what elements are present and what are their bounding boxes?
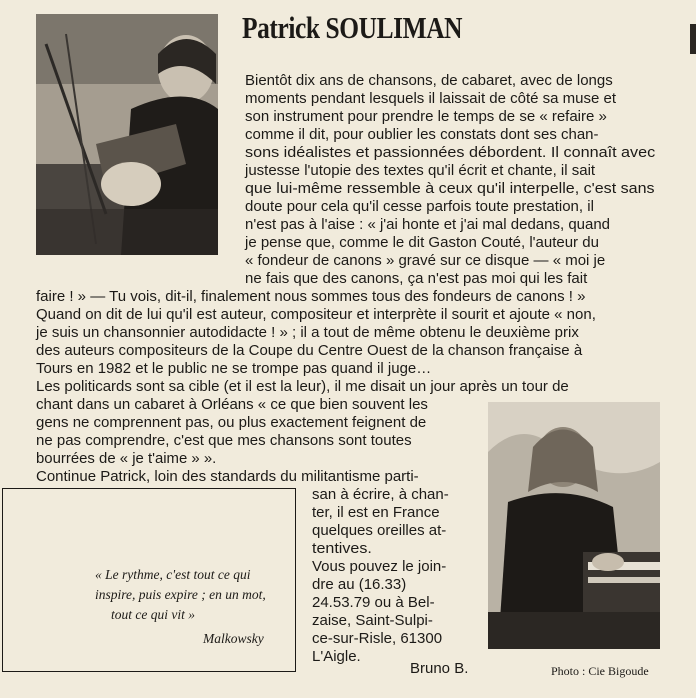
photo-credit: Photo : Cie Bigoude (551, 664, 649, 678)
article-signature: Bruno B. (410, 660, 469, 677)
article-line: des auteurs compositeurs de la Coupe du Centre Ouest de la chanson française à (36, 342, 583, 359)
article-line: bourrées de « je t'aime » ». (36, 450, 217, 467)
photo-keyboardist-image (488, 402, 660, 649)
quote-line: « Le rythme, c'est tout ce qui (95, 567, 251, 582)
quote-box (2, 488, 296, 672)
article-line: moments pendant lesquels il laissait de côté sa muse et (245, 90, 617, 107)
quote-author: Malkowsky (203, 631, 264, 646)
article-line: que lui-même ressemble à ceux qu'il interpelle, c'est sans (245, 180, 655, 197)
article-line: je suis un chansonnier autodidacte ! » ; il a tout de même obtenu le deuxième prix (36, 324, 579, 341)
article-line: Tours en 1982 et le public ne se trompe pas quand il juge… (36, 360, 432, 377)
article-line: ne pas comprendre, c'est que mes chansons sont toutes (36, 432, 412, 449)
article-line: zaise, Saint-Sulpi- (312, 612, 433, 629)
article-line: ne fais que des canons, ça n'est pas moi qui les fait (245, 270, 588, 287)
article-line: 24.53.79 ou à Bel- (312, 594, 435, 611)
article-line: doute pour cela qu'il cesse parfois toute prestation, il (245, 198, 594, 215)
article-line: san à écrire, à chan- (312, 486, 449, 503)
article-line: chant dans un cabaret à Orléans « ce que bien souvent les (36, 396, 428, 413)
article-line: Les politicards sont sa cible (et il est la leur), il me disait un jour après un tour de (36, 378, 569, 395)
article-line: Continue Patrick, loin des standards du militantisme parti- (36, 468, 419, 485)
article-line: L'Aigle. (312, 648, 361, 665)
article-line: ter, il est en France (312, 504, 440, 521)
quote-line: inspire, puis expire ; en un mot, (95, 587, 266, 602)
article-line: Bientôt dix ans de chansons, de cabaret, avec de longs (245, 72, 613, 89)
article-title: Patrick SOULIMAN (242, 10, 463, 45)
page-edge-mark (690, 24, 696, 54)
article-line: n'est pas à l'aise : « j'ai honte et j'ai mal dedans, quand (245, 216, 611, 233)
article-line: comme il dit, pour oublier les constats dont ses chan- (245, 126, 599, 143)
article-line: « fondeur de canons » gravé sur ce disque — « moi je (245, 252, 606, 269)
article-line: gens ne comprennent pas, ou plus exactement feignent de (36, 414, 427, 431)
article-line: Vous pouvez le join- (312, 558, 447, 575)
photo-keyboardist (488, 402, 660, 649)
article-line: je pense que, comme le dit Gaston Couté, l'auteur du (245, 234, 599, 251)
article-line: tentives. (312, 540, 372, 557)
article-line: sons idéalistes et passionnées débordent. Il connaît avec (245, 144, 656, 161)
article-line: Quand on dit de lui qu'il est auteur, compositeur et interprète il sourit et ajoute « non, (36, 306, 596, 323)
photo-guitarist-image (36, 14, 218, 255)
article-line: faire ! » — Tu vois, dit-il, finalement nous sommes tous des fondeurs de canons ! » (36, 288, 586, 305)
article-line: dre au (16.33) (312, 576, 407, 593)
article-line: son instrument pour prendre le temps de se « refaire » (245, 108, 607, 125)
quote-line: tout ce qui vit » (111, 607, 195, 622)
article-line: ce-sur-Risle, 61300 (312, 630, 443, 647)
article-line: justesse l'utopie des textes qu'il écrit et chante, il sait (245, 162, 596, 179)
photo-guitarist (36, 14, 218, 255)
article-line: quelques oreilles at- (312, 522, 447, 539)
